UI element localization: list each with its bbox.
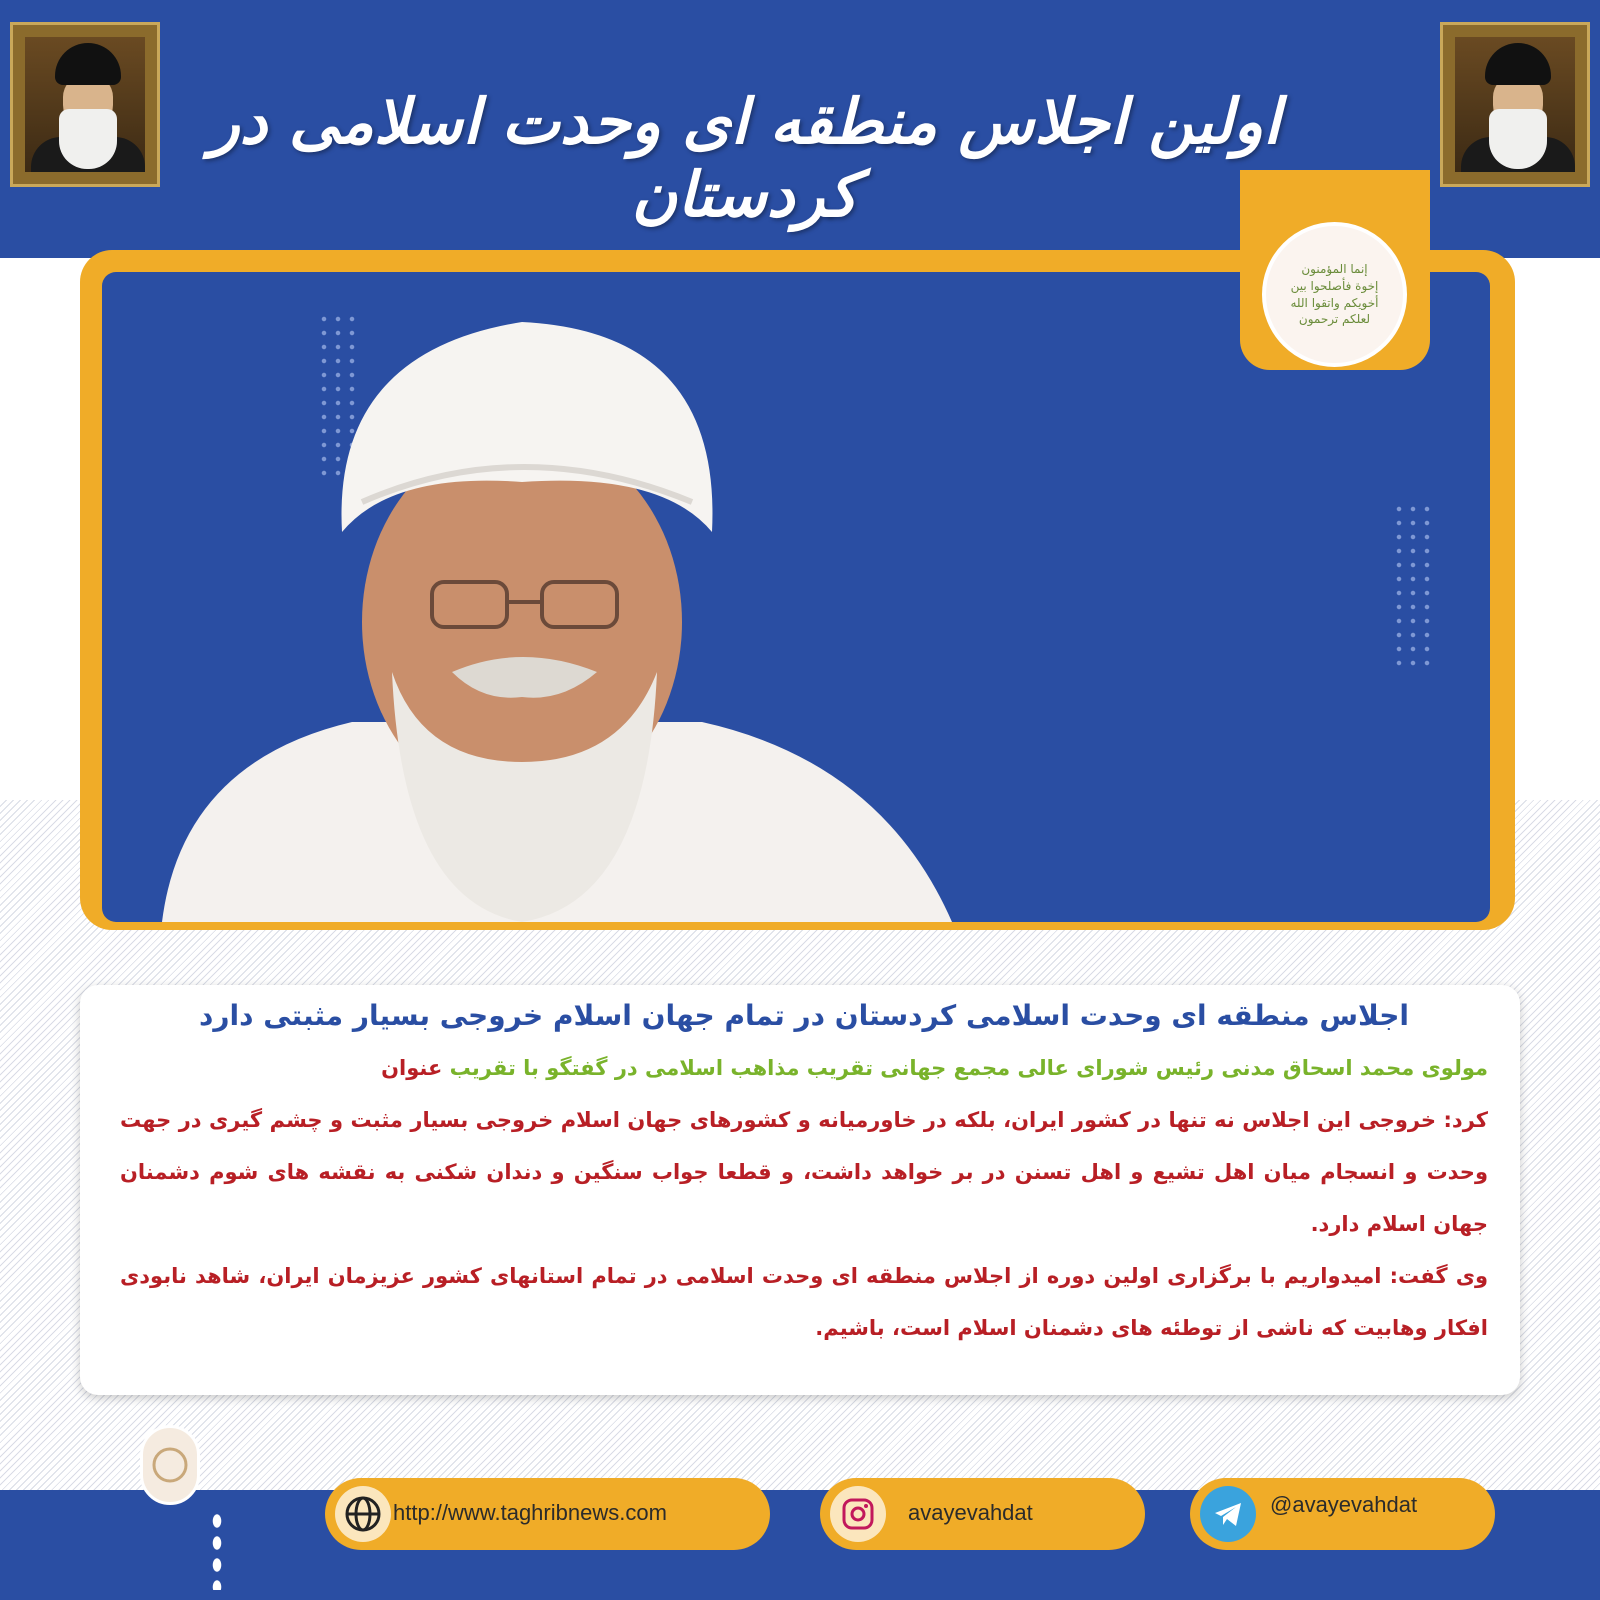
unity-logo xyxy=(1262,222,1407,367)
dot-pattern xyxy=(1392,502,1432,672)
portrait-right xyxy=(1440,22,1590,187)
instagram-handle: avayevahdat xyxy=(908,1500,1033,1525)
article-card xyxy=(80,985,1520,1395)
instagram-link[interactable] xyxy=(820,1478,1145,1550)
article-intro xyxy=(120,1042,1488,1094)
logo-verse: إنما المؤمنون إخوة فأصلحوا بين أخويكم واتقوا الله لعلكم ترحمون xyxy=(1290,261,1379,327)
website-link[interactable] xyxy=(325,1478,770,1550)
article-paragraph-2: وی گفت: امیدواریم با برگزاری اولین دوره از اجلاس منطقه ای وحدت اسلامی در تمام استانهای کشور عزیزمان ایران، شاهد نابودی افکار وهابیت که ناشی از توطئه های دشمنان اسلام است، باشیم. xyxy=(120,1264,1488,1340)
article-paragraph-1: کرد: خروجی این اجلاس نه تنها در کشور ایران، بلکه در خاورمیانه و کشورهای جهان اسلام خروجی بسیار مثبت و چشم گیری در جهت وحدت و انسجام میان اهل تشیع و اهل تسنن در بر خواهد داشت، و قطعا جواب سنگین و دندان شکنی به نقشه های شوم دشمنان جهان اسلام دارد. xyxy=(120,1108,1488,1236)
logo-badge xyxy=(1240,170,1430,370)
telegram-handle: @avayevahdat xyxy=(1270,1492,1418,1517)
speaker-photo xyxy=(102,272,952,922)
small-unity-logo xyxy=(140,1425,200,1505)
page-title: اولین اجلاس منطقه ای وحدت اسلامی در کردستان xyxy=(209,85,1281,231)
globe-icon xyxy=(335,1486,391,1542)
article-headline: اجلاس منطقه ای وحدت اسلامی کردستان در تمام جهان اسلام خروجی بسیار مثبتی دارد xyxy=(198,999,1409,1032)
telegram-link[interactable] xyxy=(1190,1478,1495,1550)
dot-pattern xyxy=(210,1510,224,1590)
intro-red: عنوان xyxy=(381,1056,450,1080)
intro-green: مولوی محمد اسحاق مدنی رئیس شورای عالی مجمع جهانی تقریب مذاهب اسلامی در گفتگو با تقریب xyxy=(449,1056,1488,1080)
website-url: http://www.taghribnews.com xyxy=(393,1500,667,1525)
portrait-left xyxy=(10,22,160,187)
instagram-icon xyxy=(830,1486,886,1542)
telegram-icon xyxy=(1200,1486,1256,1542)
